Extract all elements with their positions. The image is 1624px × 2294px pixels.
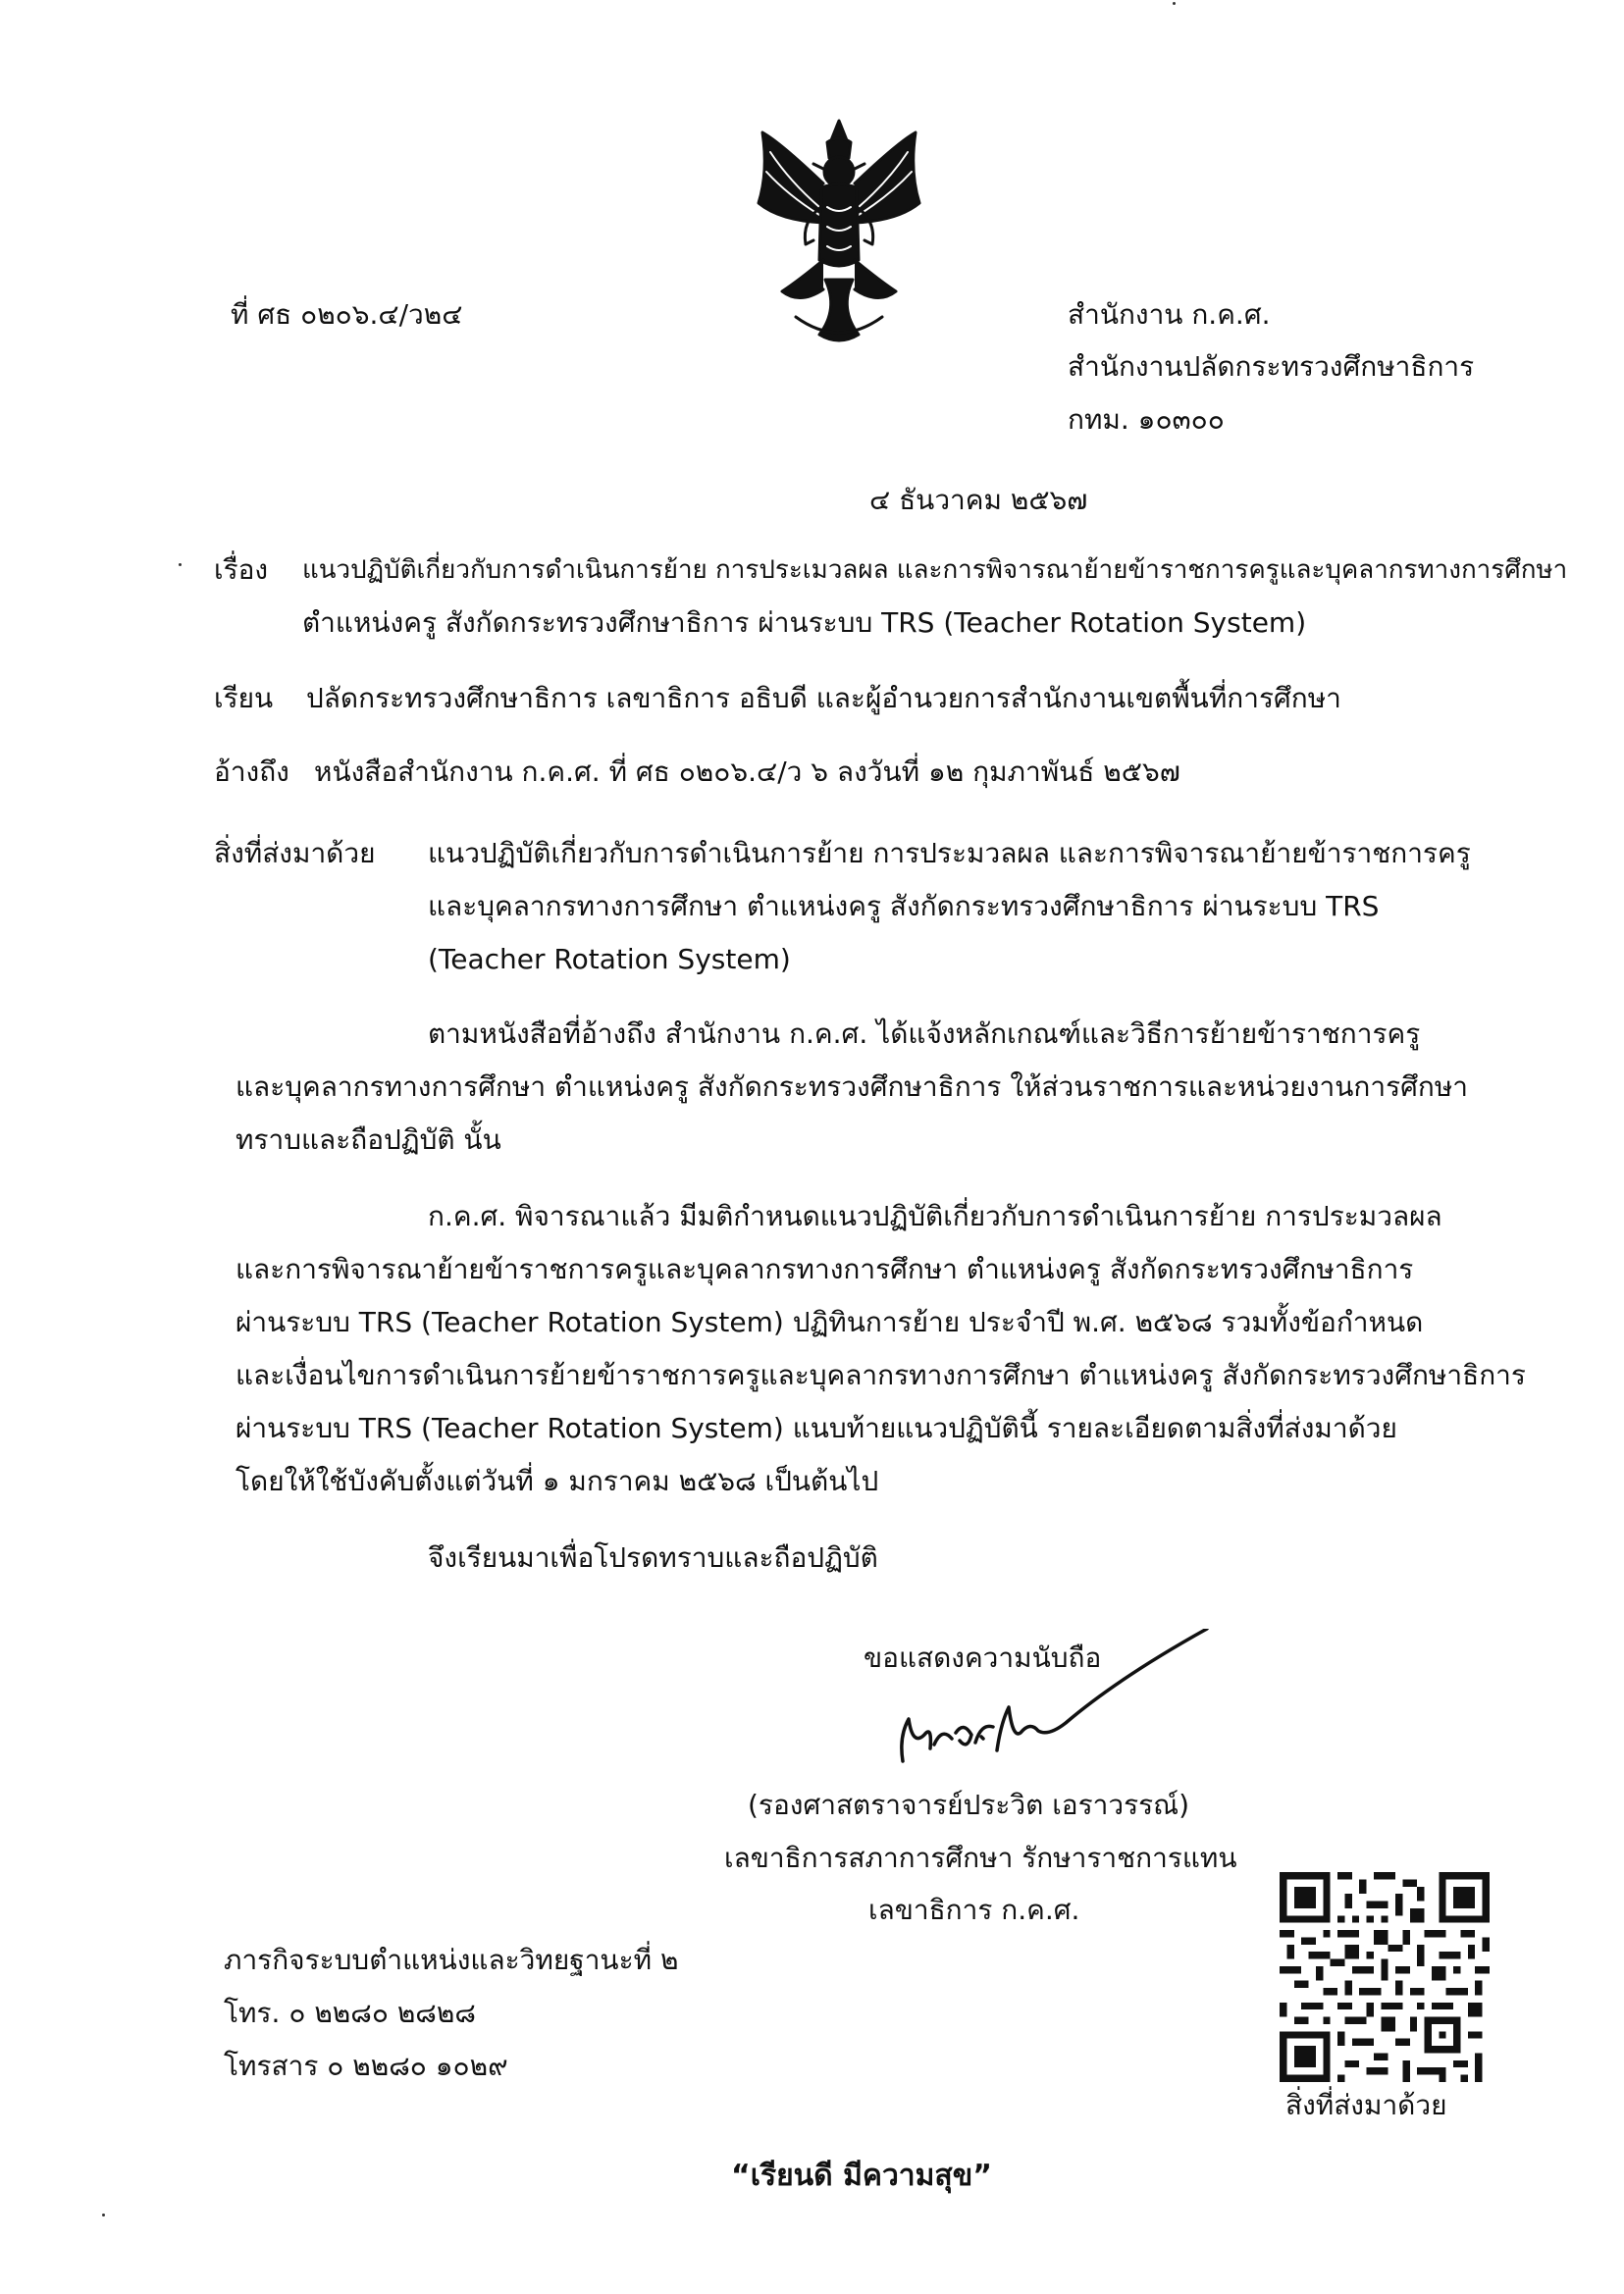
signature-salutation: ขอแสดงความนับถือ <box>864 1642 1102 1674</box>
reference-text: หนังสือสำนักงาน ก.ค.ศ. ที่ ศธ ๐๒๐๖.๔/ว ๖ ลงวันที่ ๑๒ กุมภาพันธ์ ๒๕๖๗ <box>314 756 1180 788</box>
office-line-2: สำนักงานปลัดกระทรวงศึกษาธิการ <box>1068 350 1475 383</box>
signatory-name: (รองศาสตราจารย์ประวิต เอราวรรณ์) <box>748 1789 1190 1821</box>
paragraph1-line-3: ทราบและถือปฏิบัติ นั้น <box>236 1123 501 1156</box>
paragraph1-line-1: ตามหนังสือที่อ้างถึง สำนักงาน ก.ค.ศ. ได้แจ้งหลักเกณฑ์และวิธีการย้ายข้าราชการครู <box>428 1017 1421 1050</box>
scan-speck <box>179 563 182 566</box>
subject-label: เรื่อง <box>214 553 269 586</box>
qr-code-icon[interactable] <box>1280 1872 1490 2082</box>
paragraph2-line-1: ก.ค.ศ. พิจารณาแล้ว มีมติกำหนดแนวปฏิบัติเกี่ยวกับการดำเนินการย้าย การประมวลผล <box>428 1200 1442 1232</box>
subject-line-1: แนวปฏิบัติเกี่ยวกับการดำเนินการย้าย การประเมวลผล และการพิจารณาย้ายข้าราชการครูและบุคลากรทางการศึกษา <box>302 555 1568 585</box>
closing-request: จึงเรียนมาเพื่อโปรดทราบและถือปฏิบัติ <box>428 1541 878 1574</box>
scan-speck <box>1173 2 1176 5</box>
slogan: “เรียนดี มีความสุข” <box>731 2159 992 2193</box>
office-line-3: กทม. ๑๐๓๐๐ <box>1068 403 1225 436</box>
paragraph2-line-5: ผ่านระบบ TRS (Teacher Rotation System) แนบท้ายแนวปฏิบัตินี้ รายละเอียดตามสิ่งที่ส่งมาด้วย <box>236 1412 1397 1444</box>
enclosure-line-2: และบุคลากรทางการศึกษา ตำแหน่งครู สังกัดกระทรวงศึกษาธิการ ผ่านระบบ TRS <box>428 890 1380 922</box>
signatory-title-line-2: เลขาธิการ ก.ค.ศ. <box>868 1894 1080 1926</box>
subject-line-2: ตำแหน่งครู สังกัดกระทรวงศึกษาธิการ ผ่านระบบ TRS (Teacher Rotation System) <box>302 606 1307 639</box>
enclosure-line-3: (Teacher Rotation System) <box>428 943 791 975</box>
handwritten-signature <box>873 1629 1217 1786</box>
paragraph1-line-2: และบุคลากรทางการศึกษา ตำแหน่งครู สังกัดกระทรวงศึกษาธิการ ให้ส่วนราชการและหน่วยงานการศึกษา <box>236 1070 1469 1103</box>
letter-date: ๔ ธันวาคม ๒๕๖๗ <box>869 484 1088 516</box>
reference-label: อ้างถึง <box>214 756 289 788</box>
to-text: ปลัดกระทรวงศึกษาธิการ เลขาธิการ อธิบดี และผู้อำนวยการสำนักงานเขตพื้นที่การศึกษา <box>306 682 1341 714</box>
paragraph2-line-6: โดยให้ใช้บังคับตั้งแต่วันที่ ๑ มกราคม ๒๕๖๘ เป็นต้นไป <box>236 1465 879 1497</box>
footer-fax: โทรสาร ๐ ๒๒๘๐ ๑๐๒๙ <box>224 2050 508 2082</box>
scan-speck <box>102 2214 105 2216</box>
qr-caption: สิ่งที่ส่งมาด้วย <box>1285 2089 1447 2121</box>
footer-phone: โทร. ๐ ๒๒๘๐ ๒๘๒๘ <box>224 1997 476 2029</box>
to-label: เรียน <box>214 682 274 714</box>
reference-number: ที่ ศธ ๐๒๐๖.๔/ว๒๔ <box>231 298 463 331</box>
paragraph2-line-2: และการพิจารณาย้ายข้าราชการครูและบุคลากรทางการศึกษา ตำแหน่งครู สังกัดกระทรวงศึกษาธิการ <box>236 1253 1414 1285</box>
signatory-title-line-1: เลขาธิการสภาการศึกษา รักษาราชการแทน <box>724 1842 1237 1874</box>
paragraph2-line-3: ผ่านระบบ TRS (Teacher Rotation System) ปฏิทินการย้าย ประจำปี พ.ศ. ๒๕๖๘ รวมทั้งข้อกำหนด <box>236 1306 1424 1338</box>
garuda-emblem-icon <box>741 113 937 353</box>
footer-department: ภารกิจระบบตำแหน่งและวิทยฐานะที่ ๒ <box>224 1944 679 1976</box>
enclosure-line-1: แนวปฏิบัติเกี่ยวกับการดำเนินการย้าย การประมวลผล และการพิจารณาย้ายข้าราชการครู <box>428 837 1471 869</box>
enclosure-label: สิ่งที่ส่งมาด้วย <box>214 837 376 869</box>
paragraph2-line-4: และเงื่อนไขการดำเนินการย้ายข้าราชการครูและบุคลากรทางการศึกษา ตำแหน่งครู สังกัดกระทรวงศึกษาธิการ <box>236 1359 1526 1391</box>
office-line-1: สำนักงาน ก.ค.ศ. <box>1068 298 1271 331</box>
